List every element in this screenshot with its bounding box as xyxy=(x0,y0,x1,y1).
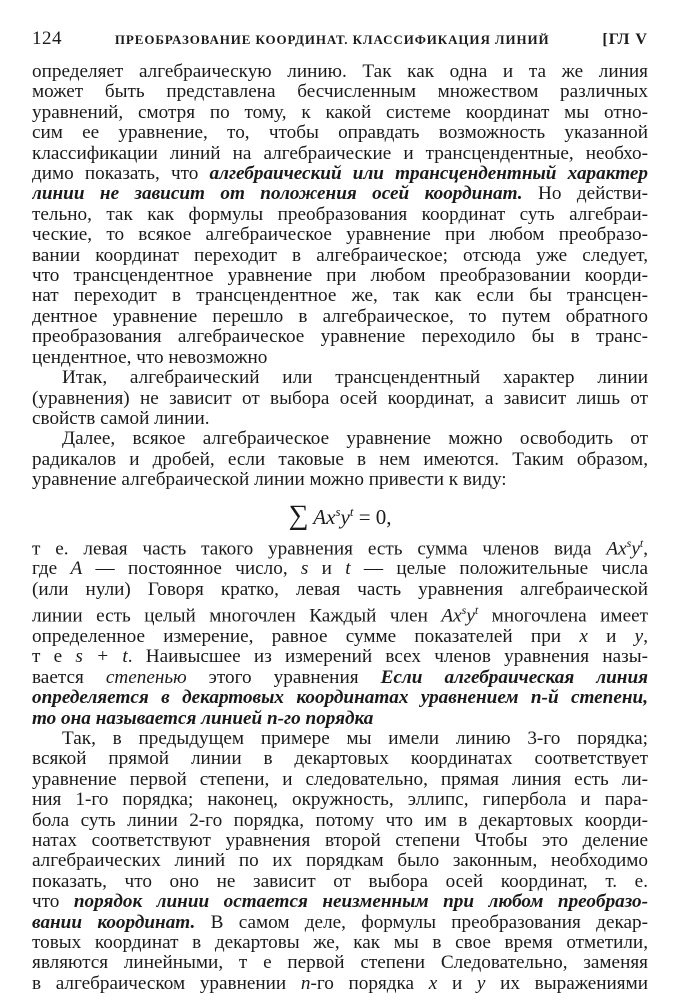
text-line: то она называется линией n-го порядка xyxy=(32,708,374,729)
text-line: может быть представлена бесчисленным множеством различных xyxy=(32,82,648,103)
text-line: радикалов и дробей, если таковые в нем имеются. Таким образом, xyxy=(32,449,648,470)
text-line: дентное уравнение перешло в алгебраическое, то путем обратного xyxy=(32,306,648,327)
paragraph-5 xyxy=(32,729,648,994)
text-line xyxy=(32,184,648,204)
text-line: алгебраических линий по их порядкам было законным, необходимо xyxy=(32,851,648,872)
text-line: уравнение первой степени, и следовательно, прямая линия есть ли- xyxy=(32,769,648,790)
text-line: являются линейными, т е первой степени Следовательно, заменяя xyxy=(32,953,648,974)
text-line: свойств самой линии. xyxy=(32,408,210,429)
text-line: классификации линий на алгебраические и трансцендентные, необхо- xyxy=(32,143,648,164)
formula-y: y xyxy=(340,504,350,529)
text-line: показать, что оно не зависит от выбора осей координат, т. е. xyxy=(32,871,648,892)
text-line: в алгебраическом уравнении n-го порядка x и y их выражениями xyxy=(32,973,648,994)
paragraph-4 xyxy=(32,533,648,729)
text-line: (или нули) Говоря кратко, левая часть уравнения алгебраической xyxy=(32,579,648,600)
text-line: линии есть целый многочлен Каждый член $Ax^sy^t$ многочлена имеет xyxy=(32,603,648,627)
page-body xyxy=(32,62,648,994)
running-header xyxy=(32,28,648,62)
text-line: бола суть линии 2-го порядка, потому что им в декартовых коорди- xyxy=(32,810,648,831)
exponent-s: s xyxy=(335,503,341,519)
formula-term: Ax xyxy=(313,504,336,529)
paragraph-1 xyxy=(32,62,648,368)
exponent-t: t xyxy=(349,503,354,519)
emphasis: алгебраический или трансцендентный характер xyxy=(209,164,648,185)
chapter-label: [ГЛ V xyxy=(602,31,648,48)
text-line: где A — постоянное число, s и t — целые положительные числа xyxy=(32,559,648,580)
text-line: преобразования алгебраическое уравнение переходило бы в транс- xyxy=(32,327,648,348)
text-line: (уравнения) не зависит от выбора осей координат, а зависит лишь от xyxy=(32,388,648,409)
text-line: тельно, так как формулы преобразования координат суть алгебраи- xyxy=(32,204,648,225)
sum-formula xyxy=(32,491,648,533)
text-run: Но действи- xyxy=(522,184,648,205)
text-line: определенное измерение, равное сумме показателей при x и y, xyxy=(32,626,648,647)
text-line: нат переходит в трансцендентное же, так как если бы трансцен- xyxy=(32,286,648,307)
text-line: ния 1-го порядка; наконец, окружность, эллипс, гипербола и пара- xyxy=(32,790,648,811)
text-line: определяет алгебраическую линию. Так как одна и та же линия xyxy=(32,62,648,82)
text-line: цендентное, что невозможно xyxy=(32,347,268,368)
sum-symbol: ∑ xyxy=(288,499,309,531)
text-line: вании координат. В самом деле, формулы преобразования декар- xyxy=(32,912,648,933)
page-number: 124 xyxy=(32,28,62,49)
text-line: Так, в предыдущем примере мы имели линию 3-го порядка; xyxy=(62,728,648,749)
text-line: т е. левая часть такого уравнения есть сумма членов вида $Ax^sy^t$, xyxy=(32,535,648,559)
text-line: определяется в декартовых координатах уравнением n-й степени, xyxy=(32,688,648,709)
paragraph-2 xyxy=(32,368,648,429)
emphasis: линии не зависит от положения осей координат. xyxy=(32,184,523,205)
paragraph-3 xyxy=(32,429,648,490)
text-line: т е s + t. Наивысшее из измерений всех членов уравнения назы- xyxy=(32,647,648,668)
text-line: сим ее уравнение, то, чтобы оправдать возможность указанной xyxy=(32,123,648,144)
formula-rhs: = 0, xyxy=(353,504,392,529)
text-line: натах соответствуют уравнения второй степени Чтобы это деление xyxy=(32,831,648,851)
text-line: Итак, алгебраический или трансцендентный характер линии xyxy=(62,368,648,389)
text-run: димо показать, что xyxy=(32,164,210,185)
text-line: уравнений, смотря по тому, к какой системе координат мы отно- xyxy=(32,102,648,123)
text-line: товых координат в декартовы же, как мы в свое время отметили, xyxy=(32,933,648,954)
text-line: Далее, всякое алгебраическое уравнение можно освободить от xyxy=(62,429,648,450)
text-line: что порядок линии остается неизменным при любом преобразо- xyxy=(32,892,648,913)
text-line: уравнение алгебраической линии можно привести к виду: xyxy=(32,470,507,491)
text-line: всякой прямой линии в декартовых координатах соответствует xyxy=(32,749,648,770)
text-line xyxy=(32,164,648,184)
text-line: ческие, то всякое алгебраическое уравнение при любом преобразо- xyxy=(32,225,648,246)
running-title: ПРЕОБРАЗОВАНИЕ КООРДИНАТ. КЛАССИФИКАЦИЯ ЛИНИЙ xyxy=(114,32,550,47)
text-line: вании координат переходит в алгебраическое; отсюда уже следует, xyxy=(32,245,648,266)
text-line: что трансцендентное уравнение при любом преобразовании коорди- xyxy=(32,266,648,287)
text-line: вается степенью этого уравнения Если алгебраическая линия xyxy=(32,667,648,688)
